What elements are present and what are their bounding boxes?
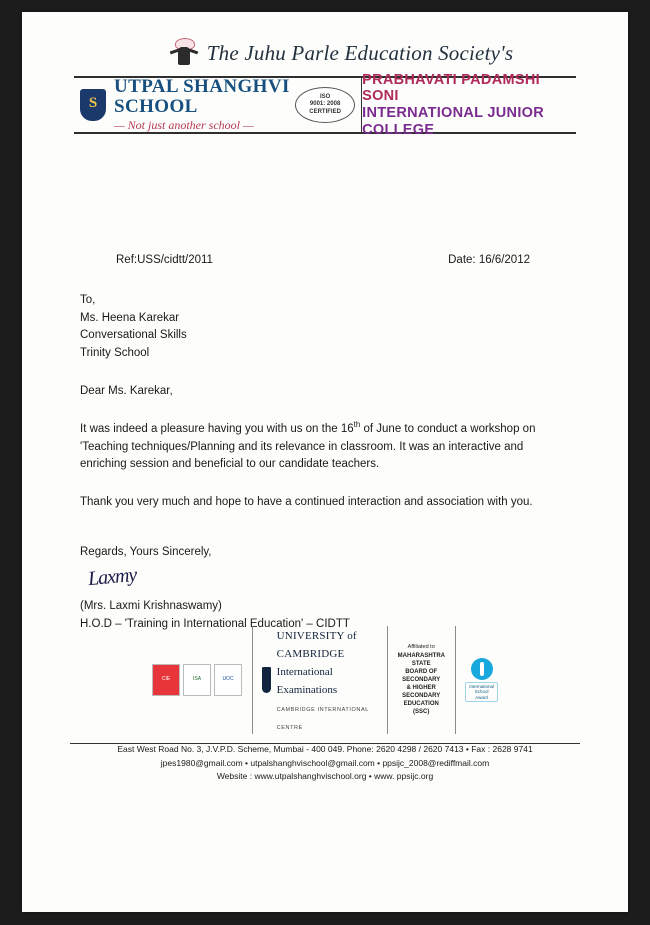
regards-line: Regards, (80, 545, 127, 558)
signer-title: H.O.D – 'Training in International Education' – CIDTT (80, 617, 350, 630)
partner-logos (142, 658, 252, 702)
footer-contact (22, 743, 628, 784)
recipient-organization: Trinity School (80, 347, 150, 360)
iso-line-2: 9001: 2008 (309, 101, 341, 108)
affiliation-title: Affiliated to (407, 644, 435, 651)
handwritten-signature: Laxmy (87, 563, 138, 590)
cambridge-line-2: International Examinations (276, 666, 338, 696)
letter-page (22, 12, 628, 912)
college-name-line-2: INTERNATIONAL JUNIOR COLLEGE (362, 105, 544, 138)
footer-website-line: Website : www.utpalshanghvischool.org • www. ppsijc.org (216, 771, 434, 782)
society-emblem-icon (167, 38, 201, 68)
reference-and-date-row (80, 252, 570, 270)
school-name: UTPAL SHANGHVI SCHOOL (114, 75, 290, 117)
affiliation-line-4: EDUCATION (SSC) (403, 701, 439, 716)
affiliation-line-2: BOARD OF SECONDARY (402, 669, 441, 684)
footer-address-line: East West Road No. 3, J.V.P.D. Scheme, Mumbai - 400 049. Phone: 2620 4298 / 2620 7413 • Fax : 2628 9741 (117, 744, 533, 755)
date-label: Date: (448, 254, 476, 266)
ordinal-suffix: th (353, 419, 361, 429)
isa-line-1: International (469, 683, 494, 689)
letterhead (22, 12, 628, 138)
cambridge-block (252, 626, 387, 734)
iso-line-3: CERTIFIED (309, 108, 341, 115)
reference-number: Ref:USS/cidtt/2011 (116, 254, 213, 266)
paragraph-one-line-3: enriching session and beneficial to our candidate teachers. (80, 458, 380, 471)
iso-line-1: ISO (319, 93, 331, 100)
recipient-block (80, 292, 570, 363)
recipient-department: Conversational Skills (80, 329, 187, 342)
college-name-line-1: PRABHAVATI PADAMSHI SONI (362, 71, 540, 105)
paragraph-one-line-2: 'Teaching techniques/Planning and its relevance in classroom. It was an interactive and (80, 440, 524, 453)
society-header (52, 38, 628, 68)
mini-logo-blue-icon: UOC (214, 664, 242, 696)
recipient-name: Ms. Heena Karekar (80, 311, 180, 324)
mini-logo-green-icon: ISA (183, 664, 211, 696)
college-block (362, 71, 576, 138)
school-crest-icon (80, 89, 106, 121)
international-school-award-block (455, 658, 508, 702)
affiliation-line-3: & HIGHER SECONDARY (402, 685, 441, 700)
school-tagline: — Not just another school — (114, 118, 254, 133)
date-value: 16/6/2012 (478, 254, 530, 266)
iso-certified-badge (295, 87, 355, 123)
letter-date (448, 252, 530, 270)
letterhead-band (74, 71, 576, 138)
paragraph-two: Thank you very much and hope to have a continued interaction and association with you. (80, 496, 533, 509)
affiliation-line-1: MAHARASHTRA STATE (397, 652, 446, 667)
paragraph-one-part-2: of June to conduct a workshop on (360, 422, 536, 435)
signer-name: (Mrs. Laxmi Krishnaswamy) (80, 599, 222, 612)
school-block (74, 75, 362, 133)
salutation: Dear Ms. Karekar, (80, 385, 173, 398)
yours-sincerely-line: Yours Sincerely, (129, 545, 212, 558)
society-name: The Juhu Parle Education Society's (206, 40, 514, 65)
signature-area (80, 564, 570, 598)
closing-block (80, 544, 570, 562)
cambridge-line-3: CAMBRIDGE INTERNATIONAL CENTRE (276, 707, 369, 731)
isa-badge-icon (471, 658, 493, 680)
affiliation-block (388, 643, 455, 716)
paragraph-one-part-1: It was indeed a pleasure having you with us on the 16 (80, 422, 354, 435)
to-label: To, (80, 293, 96, 306)
cambridge-shield-icon (262, 667, 270, 693)
paragraph-one (80, 419, 570, 474)
isa-line-2: School Award (474, 689, 489, 700)
accreditation-strip (22, 626, 628, 734)
footer-email-line: jpes1980@gmail.com • utpalshanghvischool@gmail.com • ppsijc_2008@rediffmail.com (160, 757, 490, 768)
cambridge-line-1: UNIVERSITY of CAMBRIDGE (276, 630, 357, 660)
letter-body (22, 252, 628, 633)
mini-logo-red-icon: CIE (152, 664, 180, 696)
